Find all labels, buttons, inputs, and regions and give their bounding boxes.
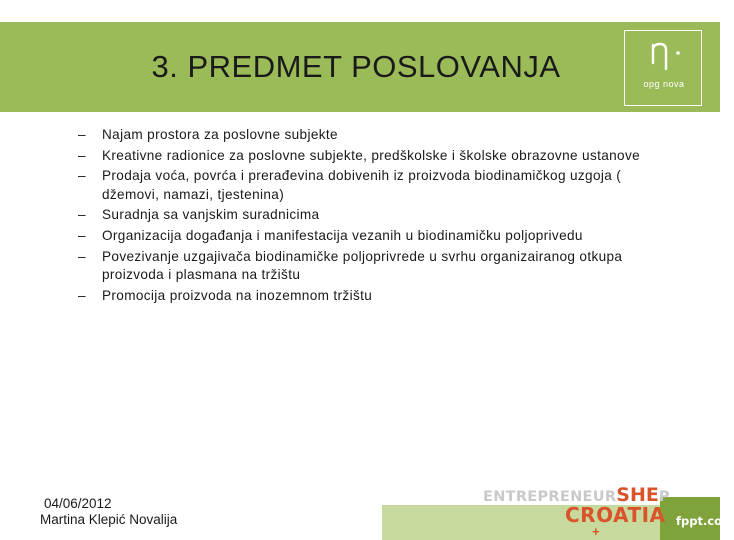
bullet-dash: – [78,248,86,264]
bullet-text: Povezivanje uzgajivača biodinamičke poljoprivrede u svrhu organizairanog otkupa proizvoda i plasmana na tržištu [102,248,623,282]
brand-croatia-text: CROATIA [565,503,666,527]
footer-author: Martina Klepić Novalija [40,512,178,527]
site-watermark: fppt.com [676,514,734,528]
bullet-dash: – [78,207,86,223]
bullet-dash: – [78,287,86,303]
bullet-text: Kreativne radionice za poslovne subjekte, predškolske i školske obrazovne ustanove [102,147,641,163]
brand-she-text: SHE [616,484,659,506]
bullet-text: Najam prostora za poslovne subjekte [102,127,338,142]
eta-logo-icon [647,39,687,71]
company-logo [624,30,702,106]
slide-title: 3. PREDMET POSLOVANJA [151,49,561,84]
bullet-text: Promocija proizvoda na inozemnom tržištu [102,287,373,303]
bullet-text: Suradnja sa vanjskim suradnicima [102,207,320,223]
list-item [78,248,678,284]
bullet-dash: – [78,127,86,142]
bullet-dash: – [78,147,86,163]
list-item [78,126,678,144]
header-bar [0,22,720,112]
brand-cross-icon: + [592,524,600,539]
list-item [78,287,678,305]
footer-date: 04/06/2012 [44,496,112,511]
list-item [78,227,678,245]
logo-text: opg nova [643,79,685,89]
bullet-dash: – [78,228,86,244]
bullet-list [78,126,678,307]
list-item [78,167,678,203]
brand-entrepreneur-text: ENTREPRENEUR [483,489,617,505]
bullet-dash: – [78,168,86,184]
brand-p-text: P [658,489,670,505]
list-item [78,206,678,224]
bullet-text: Organizacija događanja i manifestacija vezanih u biodinamičku poljoprivedu [102,228,583,244]
bullet-text: Prodaja voća, povrća i prerađevina dobivenih iz proizvoda biodinamičkog uzgoja ( džemovi, namazi, tjestenina) [102,168,622,202]
list-item [78,147,678,165]
